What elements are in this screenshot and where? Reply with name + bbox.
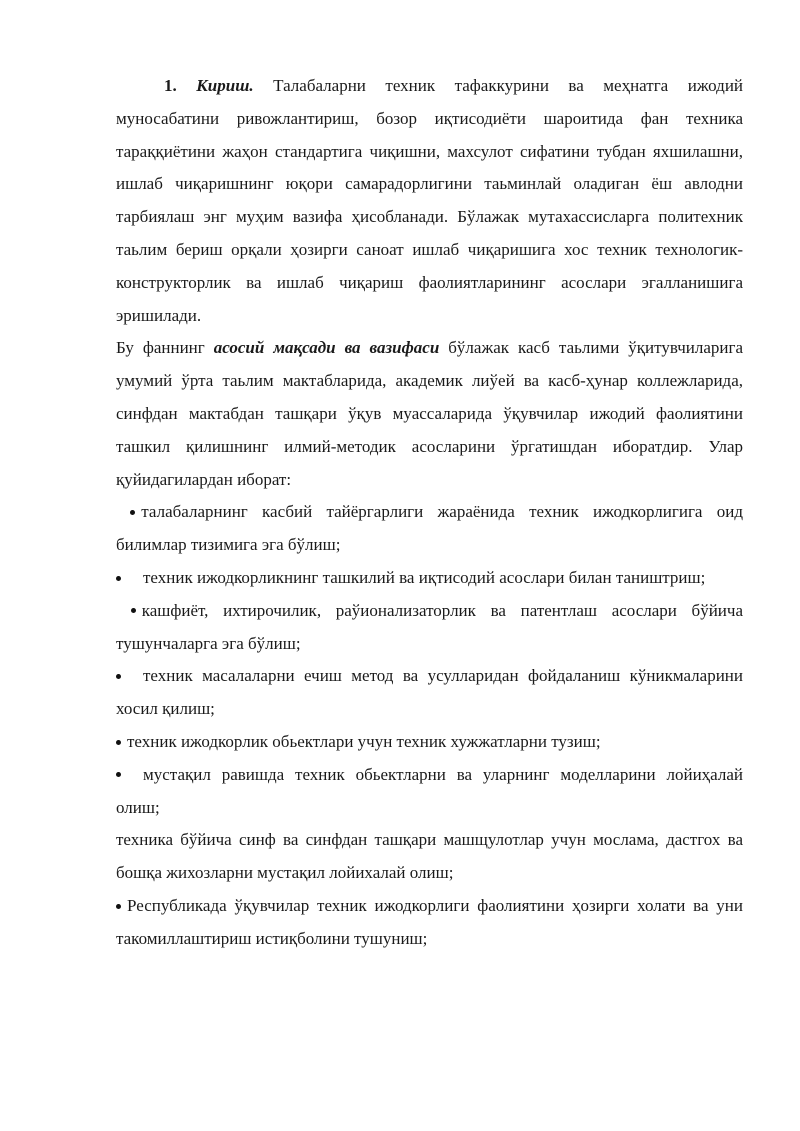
bullet-icon (116, 904, 121, 909)
document-body (116, 70, 743, 956)
list-item-text: техник ижодкорлик обьектлари учун техник хужжатларни тузиш; (127, 731, 601, 751)
goal-paragraph (116, 332, 743, 496)
list-item-text: техника бўйича синф ва синфдан ташқари машщулотлар учун мослама, дастгох ва бошқа жихозларни мустақил лойихалай олиш; (116, 830, 743, 883)
list-item (116, 562, 743, 595)
section-number: 1. (164, 76, 177, 95)
list-item-text: мустақил равишда техник обьектларни ва уларнинг моделларини лойиҳалай олиш; (116, 764, 743, 817)
list-item (116, 890, 743, 956)
bullet-icon (116, 772, 121, 777)
list-item-text: техник масалаларни ечиш метод ва усулларидан фойдаланиш кўникмаларини хосил қилиш; (116, 666, 743, 719)
goal-text: бўлажак касб таьлими ўқитувчиларига умумий ўрта таьлим мактабларида, академик лиўей ва касб-ҳунар коллежларида, синфдан мактабдан ташқари ўқув муассаларида ўқувчилар ижодий фаолиятини ташкил қилишнинг илмий-методик асосларини ўргатишдан иборатдир. Улар қуйидагилардан иборат: (116, 338, 744, 489)
list-item (116, 660, 743, 726)
list-item (116, 759, 743, 825)
list-item-text: кашфиёт, ихтирочилик, раўионализаторлик ва патентлаш асослари бўйича тушунчаларга эга бўлиш; (116, 600, 744, 653)
list-item-text: Республикада ўқувчилар техник ижодкорлиги фаолиятини ҳозирги холати ва уни такомиллаштириш истиқболини тушуниш; (116, 895, 743, 948)
bullet-icon (131, 608, 136, 613)
goal-prefix: Бу фаннинг (116, 338, 205, 358)
bullet-icon (116, 674, 121, 679)
bullet-icon (116, 576, 121, 581)
goal-emphasis: асосий мақсади ва вазифаси (213, 338, 440, 358)
intro-text: Талабаларни техник тафаккурини ва меҳнатга ижодий муносабатини ривожлантириш, бозор иқтисодиёти шароитида фан техника тараққиётини жаҳон стандартига чиқишни, махсулот сифатини тубдан яхшилашни, ишлаб чиқаришнинг юқори самарадорлигини таьминлай оладиган ёш авлодни тарбиялаш энг муҳим вазифа ҳисобланади. Бўлажак мутахассисларга политехник таьлим бериш орқали ҳозирги саноат ишлаб чиқаришига хос техник технологик-конструкторлик ва ишлаб чиқариш фаолиятларининг асослари эгалланишига эришилади. (116, 76, 744, 325)
list-item (116, 595, 743, 661)
list-item (116, 496, 743, 562)
bullet-icon (116, 740, 121, 745)
list-item-text: талабаларнинг касбий тайёргарлиги жараёнида техник ижодкорлигига оид билимлар тизимига эга бўлиш; (116, 502, 744, 555)
list-item (116, 824, 743, 890)
list-item (116, 726, 743, 759)
intro-paragraph (116, 70, 743, 332)
bullet-icon (130, 510, 135, 515)
list-item-text: техник ижодкорликнинг ташкилий ва иқтисодий асослари билан таништриш; (143, 567, 706, 587)
section-heading: Кириш. (196, 76, 254, 95)
